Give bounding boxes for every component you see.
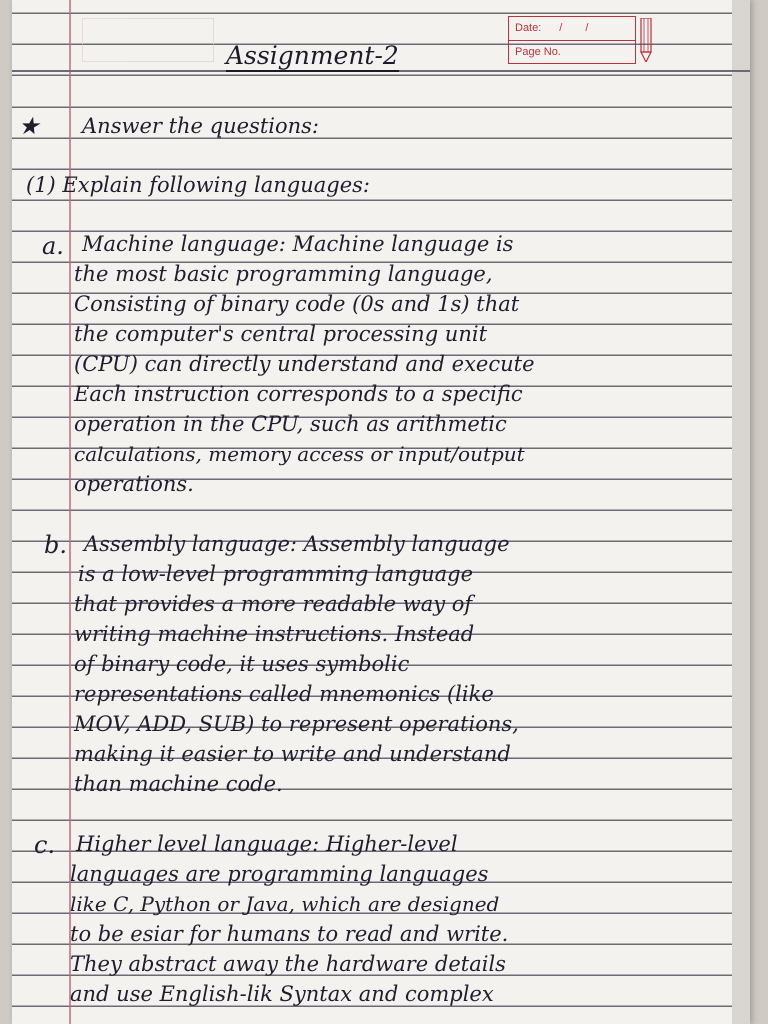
section-a-line: the computer's central processing unit: [74, 322, 488, 346]
section-b-line: is a low-level programming language: [78, 562, 474, 586]
section-b-line: making it easier to write and understand: [74, 742, 511, 766]
section-b-line: that provides a more readable way of: [74, 592, 473, 616]
date-page-box: [508, 16, 636, 64]
date-value: / /: [559, 22, 599, 34]
instruction-text: Answer the questions:: [82, 114, 319, 138]
bleed-date: [83, 19, 213, 39]
section-a-line: operations.: [74, 472, 194, 496]
section-b-line: of binary code, it uses symbolic: [74, 652, 410, 676]
page-no-label: Page No.: [515, 46, 561, 58]
section-c-line: languages are programming languages: [70, 862, 489, 886]
section-b-line: representations called mnemonics (like: [74, 682, 494, 706]
section-b-line: Assembly language: Assembly language: [84, 532, 510, 556]
section-c-line: They abstract away the hardware details: [70, 952, 506, 976]
section-c-line: to be esiar for humans to read and write.: [70, 922, 509, 946]
section-a-line: calculations, memory access or input/output: [74, 442, 525, 466]
section-c-line: and use English-lik Syntax and complex: [70, 982, 494, 1006]
bleed-through-date-box: [82, 18, 214, 62]
pencil-icon: [640, 18, 652, 62]
section-a-line: Machine language: Machine language is: [82, 232, 514, 256]
date-label: Date:: [515, 22, 542, 34]
question-text: (1) Explain following languages:: [26, 173, 370, 197]
section-a-line: Each instruction corresponds to a specific: [74, 382, 523, 406]
section-a-line: operation in the CPU, such as arithmetic: [74, 412, 507, 436]
bleed-page: [83, 39, 213, 59]
section-c-marker: c.: [34, 831, 56, 859]
section-b-line: MOV, ADD, SUB) to represent operations,: [74, 712, 519, 736]
section-c-line: Higher level language: Higher-level: [76, 832, 458, 856]
section-a-line: Consisting of binary code (0s and 1s) that: [74, 292, 520, 316]
section-a-line: the most basic programming language,: [74, 262, 493, 286]
page-title: Assignment-2: [226, 41, 399, 70]
section-b-marker: b.: [44, 531, 67, 559]
section-a-line: (CPU) can directly understand and execute: [74, 352, 535, 376]
star-icon: ★: [18, 112, 40, 140]
notebook-page: [12, 0, 750, 1024]
section-b-line: than machine code.: [74, 772, 283, 796]
page-edge: [732, 0, 750, 1024]
section-c-line: like C, Python or Java, which are designed: [70, 892, 500, 916]
section-a-marker: a.: [42, 232, 64, 260]
section-b-line: writing machine instructions. Instead: [74, 622, 475, 646]
